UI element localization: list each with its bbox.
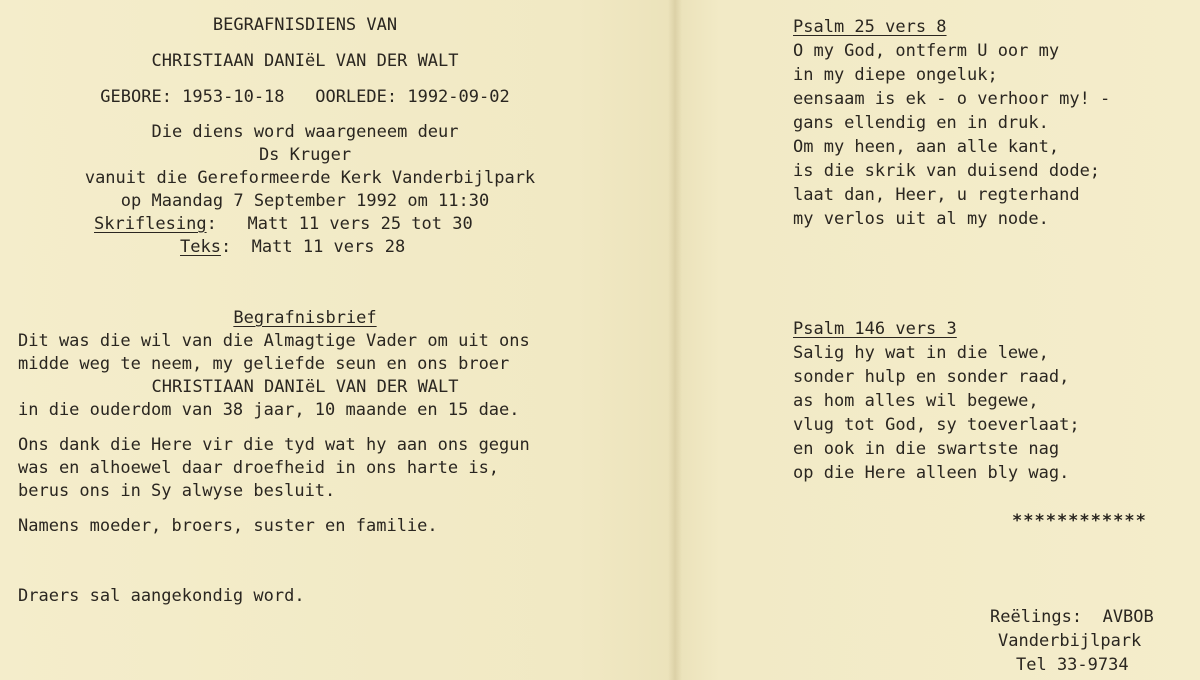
scripture-reading [94, 213, 473, 235]
birth-death-dates: GEBORE: 1953-10-18 OORLEDE: 1992-09-02 [100, 87, 510, 107]
page-fold [668, 0, 682, 680]
arrangements-line: Reëlings: AVBOB [990, 607, 1154, 627]
letter-heading: Begrafnisbrief [233, 308, 377, 328]
sermon-text [180, 236, 405, 258]
minister-name: Ds Kruger [258, 145, 352, 165]
psalm-line: op die Here alleen bly wag. [793, 463, 1070, 483]
psalm-146-heading: Psalm 146 vers 3 [793, 319, 957, 339]
service-title: BEGRAFNISDIENS VAN [212, 15, 398, 35]
psalm-25-heading: Psalm 25 vers 8 [793, 17, 947, 37]
deceased-name: CHRISTIAAN DANIëL VAN DER WALT [151, 51, 459, 71]
sermon-text-value: : Matt 11 vers 28 [220, 237, 406, 257]
letter-line: in die ouderdom van 38 jaar, 10 maande en 15 dae. [18, 400, 520, 420]
psalm-line: Om my heen, aan alle kant, [793, 137, 1060, 157]
letter-signoff: Namens moeder, broers, suster en familie. [18, 516, 438, 536]
church-line: vanuit die Gereformeerde Kerk Vanderbijlpark [84, 168, 536, 188]
letter-deceased-name: CHRISTIAAN DANIëL VAN DER WALT [151, 377, 459, 397]
psalm-line: in my diepe ongeluk; [793, 65, 998, 85]
arrangements-city: Vanderbijlpark [998, 631, 1142, 651]
psalm-line: my verlos uit al my node. [793, 209, 1049, 229]
psalm-line: as hom alles wil begewe, [793, 391, 1039, 411]
letter-line: was en alhoewel daar droefheid in ons harte is, [18, 458, 500, 478]
sermon-text-label: Teks [180, 237, 221, 257]
separator-stars: ************ [1012, 511, 1147, 531]
date-time-line: op Maandag 7 September 1992 om 11:30 [120, 191, 490, 211]
psalm-line: laat dan, Heer, u regterhand [793, 185, 1080, 205]
psalm-line: vlug tot God, sy toeverlaat; [793, 415, 1080, 435]
scripture-reading-label: Skriflesing [94, 214, 207, 234]
psalm-line: is die skrik van duisend dode; [793, 161, 1101, 181]
psalm-line: sonder hulp en sonder raad, [793, 367, 1070, 387]
psalm-line: gans ellendig en in druk. [793, 113, 1049, 133]
psalm-line: eensaam is ek - o verhoor my! - [793, 89, 1111, 109]
arrangements-phone: Tel 33-9734 [1016, 655, 1129, 675]
letter-line: midde weg te neem, my geliefde seun en ons broer [18, 354, 510, 374]
letter-line: Dit was die wil van die Almagtige Vader om uit ons [18, 331, 530, 351]
letter-line: Ons dank die Here vir die tyd wat hy aan ons gegun [18, 435, 530, 455]
psalm-line: en ook in die swartste nag [793, 439, 1060, 459]
scripture-reading-value: : Matt 11 vers 25 tot 30 [206, 214, 473, 234]
service-line: Die diens word waargeneem deur [151, 122, 459, 142]
pallbearers-note: Draers sal aangekondig word. [18, 586, 305, 606]
letter-line: berus ons in Sy alwyse besluit. [18, 481, 336, 501]
psalm-line: O my God, ontferm U oor my [793, 41, 1060, 61]
psalm-line: Salig hy wat in die lewe, [793, 343, 1049, 363]
